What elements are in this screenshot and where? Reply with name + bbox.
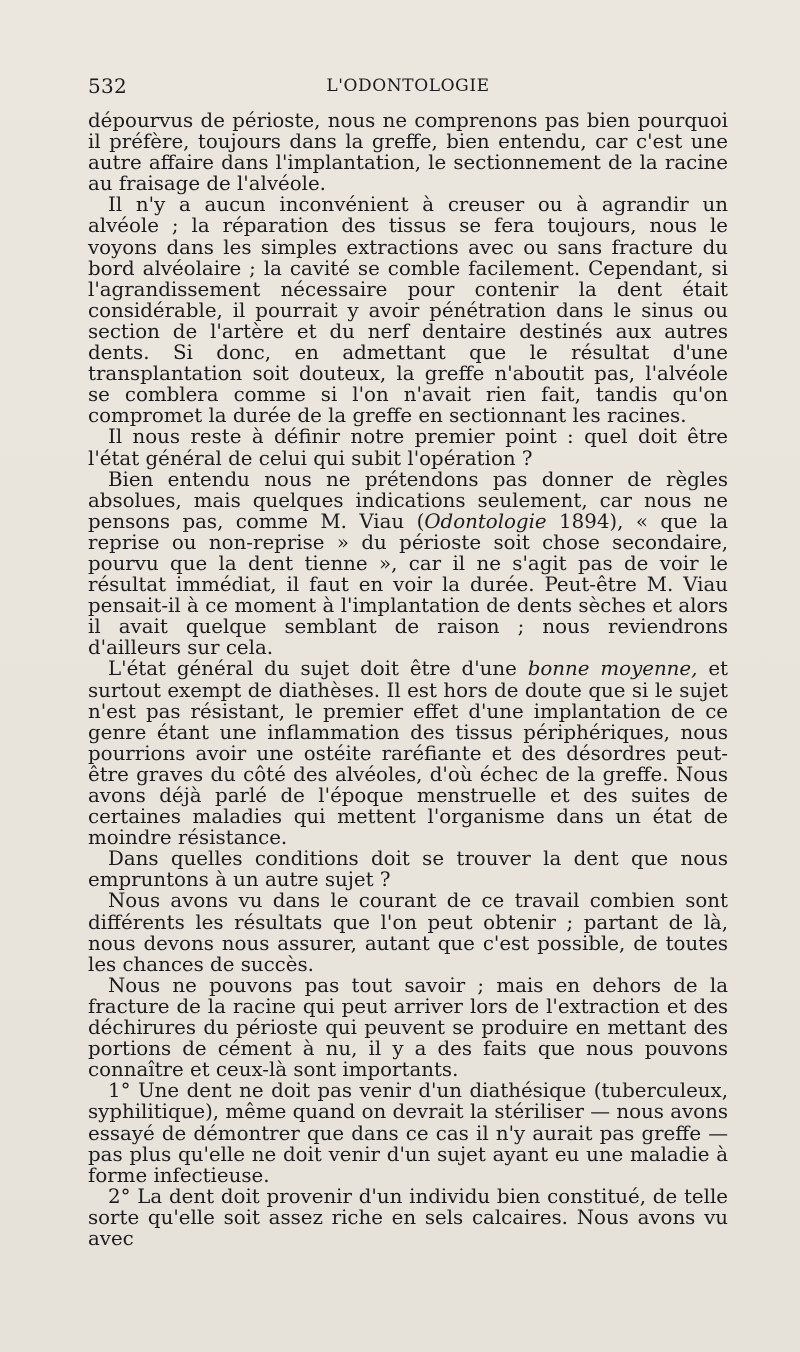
paragraph-10: 2° La dent doit provenir d'un individu bien constitué, de telle sorte qu'elle soit assez riche en sels calcaires. Nous avons vu avec (88, 1184, 728, 1250)
paragraph-4-text-after: 1894), « que la reprise ou non-reprise » du périoste soit chose secondaire, pourvu que la dent tienne », car il ne s'agit pas de voir le résultat immédiat, il faut en voir la durée. Peut-être M. Viau pensait-il à ce moment à l'implantation de dents sèches et alors il avait quelque semblant de raison ; nous reviendrons d'ailleurs sur cela. (88, 509, 728, 660)
paragraph-7: Nous avons vu dans le courant de ce travail combien sont différents les résultats que l'on peut obtenir ; partant de là, nous devons nous assurer, autant que c'est possible, de toutes les chances de succès. (88, 889, 728, 976)
emphasis-italic: bonne moyenne, (527, 657, 698, 681)
paragraph-2: Il n'y a aucun inconvénient à creuser ou à agrandir un alvéole ; la réparation des tissus se fera toujours, nous le voyons dans les simples extractions avec ou sans fracture du bord alvéolaire ; la cavité se comble facilement. Cependant, si l'agrandissement nécessaire pour contenir la dent était considérable, il pourrait y avoir pénétration dans le sinus ou section de l'artère et du nerf dentaire destinés aux autres dents. Si donc, en admettant que le résultat d'une transplantation soit douteux, la greffe n'aboutit pas, l'alvéole se comblera comme si l'on n'avait rien fait, tandis qu'on compromet la durée de la greffe en sectionnant les racines. (88, 193, 728, 428)
paragraph-6: Dans quelles conditions doit se trouver la dent que nous empruntons à un autre sujet ? (88, 847, 728, 892)
paragraph-1: dépourvus de périoste, nous ne comprenons pas bien pourquoi il préfère, toujours dans la greffe, bien entendu, car c'est une autre affaire dans l'implantation, le sectionnement de la racine au fraisage de l'alvéole. (88, 109, 728, 196)
paragraph-5-text-before: L'état général du sujet doit être d'une (108, 657, 528, 681)
paragraph-5-text-after: et surtout exempt de diathèses. Il est hors de doute que si le sujet n'est pas résistant, le premier effet d'une implantation de ce genre étant une inflammation des tissus périphériques, nous pourrions avoir une ostéite raréfiante et des désordres peut-être graves du côté des alvéoles, d'où échec de la greffe. Nous avons déjà parlé de l'époque menstruelle et des suites de certaines maladies qui mettent l'organisme dans un état de moindre résistance. (88, 657, 728, 850)
paragraph-8: Nous ne pouvons pas tout savoir ; mais en dehors de la fracture de la racine qui peut arriver lors de l'extraction et des déchirures du périoste qui peuvent se produire en mettant des portions de cément à nu, il y a des faits que nous pouvons connaître et ceux-là sont importants. (88, 973, 728, 1082)
paragraph-4 (88, 469, 728, 659)
page-number: 532 (88, 74, 128, 98)
paragraph-4-text-before: Bien entendu nous ne prétendons pas donner de règles absolues, mais quelques indications seulement, car nous ne pensons pas, comme M. Viau ( (88, 467, 728, 533)
body-text (88, 110, 728, 1249)
running-title: L'ODONTOLOGIE (326, 76, 490, 96)
paragraph-3: Il nous reste à définir notre premier point : quel doit être l'état général de celui qui subit l'opération ? (88, 425, 728, 470)
paragraph-5 (88, 658, 728, 848)
paragraph-9: 1° Une dent ne doit pas venir d'un diathésique (tuberculeux, syphilitique), même quand on devrait la stériliser — nous avons essayé de démontrer que dans ce cas il n'y aurait pas greffe — pas plus qu'elle ne doit venir d'un sujet ayant eu une maladie à forme infectieuse. (88, 1079, 728, 1187)
page-header (88, 74, 728, 98)
journal-title-italic: Odontologie (424, 509, 547, 533)
